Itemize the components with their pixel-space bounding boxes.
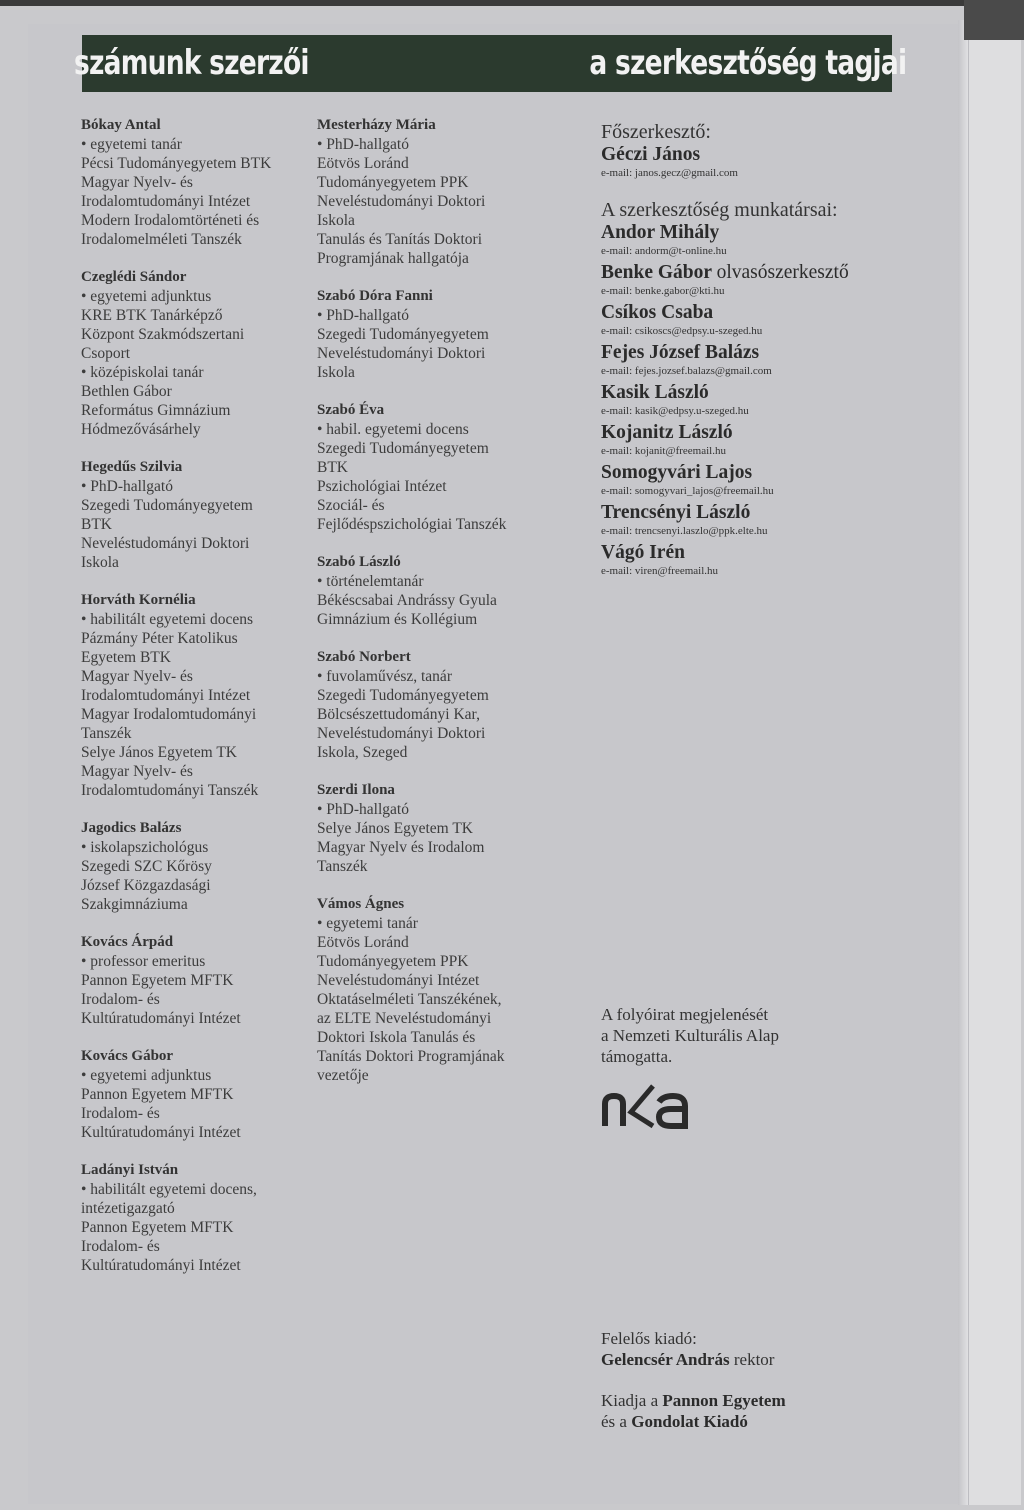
author-affiliation-line: Iskola (317, 364, 355, 381)
author-affiliation-line: • habilitált egyetemi docens, (81, 1181, 257, 1198)
binding-edge (968, 20, 1021, 1505)
issued-prefix: Kiadja a (601, 1391, 663, 1410)
editorial-board (601, 120, 931, 582)
staff-member (601, 422, 931, 444)
author-entry (81, 268, 309, 439)
author-affiliation-line: intézetigazgató (81, 1200, 175, 1217)
staff-email: e-mail: benke.gabor@kti.hu (601, 285, 725, 297)
author-affiliation-line: Tanszék (317, 858, 368, 875)
author-affiliation-line: Központ Szakmódszertani (81, 326, 245, 343)
author-entry (317, 781, 567, 876)
author-affiliation-line: Szociál- és (317, 497, 385, 514)
author-affiliation-line: • professor emeritus (81, 953, 206, 970)
author-affiliation-line: Bölcsészettudományi Kar, (317, 706, 480, 723)
support-line: a Nemzeti Kulturális Alap (601, 1026, 779, 1045)
author-affiliation-line: Irodalomtudományi Intézet (81, 193, 251, 210)
author-affiliation-line: Egyetem BTK (81, 649, 171, 666)
chief-editor-label: Főszerkesztő: (601, 121, 711, 143)
author-affiliation-line: Selye János Egyetem TK (317, 820, 473, 837)
author-name: Szabó László (317, 554, 401, 570)
nka-logo (601, 1082, 691, 1130)
author-affiliation-line: Pázmány Péter Katolikus (81, 630, 238, 647)
author-affiliation-line: Tanszék (81, 725, 132, 742)
author-name: Jagodics Balázs (81, 820, 182, 836)
author-affiliation-line: Irodalomtudományi Tanszék (81, 782, 259, 799)
staff-name: Andor Mihály (601, 222, 720, 243)
author-affiliation-line: Békéscsabai Andrássy Gyula (317, 592, 497, 609)
author-affiliation-line: Neveléstudományi Doktori (317, 345, 486, 362)
author-affiliation-line: Eötvös Loránd (317, 934, 409, 951)
author-affiliation-line: Neveléstudományi Doktori (317, 193, 486, 210)
issuer-publisher: Gondolat Kiadó (631, 1412, 748, 1431)
chief-editor-name: Géczi János (601, 144, 701, 165)
author-affiliation-line: Selye János Egyetem TK (81, 744, 237, 761)
scan-corner (964, 0, 1024, 40)
author-affiliation-line: Irodalom- és (81, 1105, 160, 1122)
nka-logo-k (631, 1086, 653, 1126)
support-line: támogatta. (601, 1047, 673, 1066)
issued-mid: és a (601, 1412, 632, 1431)
author-name: Horváth Kornélia (81, 592, 196, 608)
publisher-label: Felelős kiadó: (601, 1329, 697, 1348)
staff-member (601, 262, 931, 284)
staff-name: Csíkos Csaba (601, 302, 714, 323)
author-name: Hegedűs Szilvia (81, 459, 183, 475)
author-affiliation-line: Kultúratudományi Intézet (81, 1257, 241, 1274)
author-affiliation-line: Szegedi Tudományegyetem (317, 687, 489, 704)
author-entry (317, 895, 567, 1085)
author-affiliation-line: Szegedi Tudományegyetem (81, 497, 253, 514)
author-affiliation-line: • PhD-hallgató (317, 136, 409, 153)
author-entry (81, 1161, 309, 1275)
author-affiliation-line: Szegedi Tudományegyetem (317, 326, 489, 343)
author-affiliation-line: BTK (81, 516, 112, 533)
staff-member (601, 302, 931, 324)
author-affiliation-line: Tudományegyetem PPK (317, 174, 469, 191)
author-affiliation-line: Programjának hallgatója (317, 250, 469, 267)
author-entry (81, 458, 309, 572)
author-affiliation-line: Kultúratudományi Intézet (81, 1010, 241, 1027)
author-affiliation-line: Irodalomtudományi Intézet (81, 687, 251, 704)
author-affiliation-line: Magyar Nyelv és Irodalom (317, 839, 485, 856)
author-name: Mesterházy Mária (317, 117, 436, 133)
author-affiliation-line: Pannon Egyetem MFTK (81, 1219, 234, 1236)
staff-email: e-mail: somogyvari_lajos@freemail.hu (601, 485, 774, 497)
author-affiliation-line: Magyar Irodalomtudományi (81, 706, 257, 723)
staff-email: e-mail: kasik@edpsy.u-szeged.hu (601, 405, 749, 417)
staff-email: e-mail: viren@freemail.hu (601, 565, 719, 577)
author-affiliation-line: KRE BTK Tanárképző (81, 307, 223, 324)
header-title-editorial: a szerkesztőség tagjai (589, 43, 906, 83)
author-name: Vámos Ágnes (317, 896, 405, 912)
author-affiliation-line: • egyetemi adjunktus (81, 288, 212, 305)
authors-column-2 (317, 116, 567, 1104)
author-affiliation-line: Fejlődéspszichológiai Tanszék (317, 516, 507, 533)
staff-email: e-mail: trencsenyi.laszlo@ppk.elte.hu (601, 525, 768, 537)
author-affiliation-line: Modern Irodalomtörténeti és (81, 212, 260, 229)
author-affiliation-line: • habilitált egyetemi docens (81, 611, 253, 628)
author-affiliation-line: Tudományegyetem PPK (317, 953, 469, 970)
author-name: Szerdi Ilona (317, 782, 395, 798)
author-affiliation-line: • egyetemi tanár (317, 915, 418, 932)
author-affiliation-line: Doktori Iskola Tanulás és (317, 1029, 476, 1046)
author-affiliation-line: Pannon Egyetem MFTK (81, 972, 234, 989)
staff-member (601, 382, 931, 404)
author-affiliation-line: Neveléstudományi Intézet (317, 972, 480, 989)
author-entry (81, 116, 309, 249)
staff-name: Somogyvári Lajos (601, 462, 753, 483)
author-affiliation-line: Eötvös Loránd (317, 155, 409, 172)
nka-logo-a (659, 1096, 685, 1126)
scan-border-top (0, 0, 1024, 6)
issuer-university: Pannon Egyetem (662, 1391, 786, 1410)
staff-role: olvasószerkesztő (716, 262, 849, 283)
staff-member (601, 502, 931, 524)
author-affiliation-line: Neveléstudományi Doktori (81, 535, 250, 552)
author-name: Kovács Árpád (81, 934, 174, 950)
author-affiliation-line: Szakgimnáziuma (81, 896, 188, 913)
author-affiliation-line: • egyetemi adjunktus (81, 1067, 212, 1084)
staff-name: Benke Gábor (601, 262, 712, 283)
author-affiliation-line: • egyetemi tanár (81, 136, 182, 153)
author-affiliation-line: Református Gimnázium (81, 402, 231, 419)
author-affiliation-line: • PhD-hallgató (317, 307, 409, 324)
author-affiliation-line: Pszichológiai Intézet (317, 478, 447, 495)
author-affiliation-line: Iskola (81, 554, 119, 571)
staff-label: A szerkesztőség munkatársai: (601, 199, 838, 221)
author-entry (81, 591, 309, 800)
author-affiliation-line: Magyar Nyelv- és (81, 668, 193, 685)
author-affiliation-line: Oktatáselméleti Tanszékének, (317, 991, 502, 1008)
author-affiliation-line: Szegedi SZC Kőrösy (81, 858, 212, 875)
author-affiliation-line: Tanítás Doktori Programjának (317, 1048, 505, 1065)
staff-email: e-mail: fejes.jozsef.balazs@gmail.com (601, 365, 772, 377)
staff-email: e-mail: kojanit@freemail.hu (601, 445, 726, 457)
author-entry (81, 933, 309, 1028)
authors-column-1 (81, 116, 309, 1294)
author-affiliation-line: az ELTE Neveléstudományi (317, 1010, 492, 1027)
author-affiliation-line: Magyar Nyelv- és (81, 174, 193, 191)
staff-list (601, 222, 931, 578)
nka-logo-n (605, 1096, 623, 1126)
author-name: Ladányi István (81, 1162, 179, 1178)
author-name: Szabó Éva (317, 402, 385, 418)
author-affiliation-line: Neveléstudományi Doktori (317, 725, 486, 742)
author-affiliation-line: Irodalom- és (81, 991, 160, 1008)
staff-member (601, 342, 931, 364)
staff-name: Fejes József Balázs (601, 342, 760, 363)
author-affiliation-line: József Közgazdasági (81, 877, 211, 894)
author-affiliation-line: • fuvolaművész, tanár (317, 668, 452, 685)
author-affiliation-line: • habil. egyetemi docens (317, 421, 469, 438)
author-affiliation-line: • történelemtanár (317, 573, 424, 590)
author-affiliation-line: Pannon Egyetem MFTK (81, 1086, 234, 1103)
author-affiliation-line: • középiskolai tanár (81, 364, 204, 381)
staff-email: e-mail: csikoscs@edpsy.u-szeged.hu (601, 325, 763, 337)
author-affiliation-line: Irodalom- és (81, 1238, 160, 1255)
author-affiliation-line: Gimnázium és Kollégium (317, 611, 478, 628)
author-affiliation-line: Tanulás és Tanítás Doktori (317, 231, 482, 248)
publisher-title: rektor (729, 1350, 775, 1369)
header-bar (74, 35, 906, 92)
author-entry (317, 116, 567, 268)
author-affiliation-line: Kultúratudományi Intézet (81, 1124, 241, 1141)
author-affiliation-line: Irodalomelméleti Tanszék (81, 231, 242, 248)
author-name: Kovács Gábor (81, 1048, 174, 1064)
author-entry (81, 819, 309, 914)
author-name: Bókay Antal (81, 117, 161, 133)
author-affiliation-line: Pécsi Tudományegyetem BTK (81, 155, 272, 172)
header-title-authors: számunk szerzői (74, 43, 309, 83)
author-entry (317, 553, 567, 629)
author-name: Czeglédi Sándor (81, 269, 187, 285)
author-affiliation-line: • PhD-hallgató (317, 801, 409, 818)
author-affiliation-line: • PhD-hallgató (81, 478, 173, 495)
chief-editor-email: e-mail: janos.gecz@gmail.com (601, 167, 738, 179)
staff-name: Kojanitz László (601, 422, 733, 443)
author-entry (317, 287, 567, 382)
author-affiliation-line: Hódmezővásárhely (81, 421, 201, 438)
staff-member (601, 542, 931, 564)
author-affiliation-line: Iskola (317, 212, 355, 229)
staff-name: Trencsényi László (601, 502, 751, 523)
author-name: Szabó Norbert (317, 649, 411, 665)
author-affiliation-line: Szegedi Tudományegyetem (317, 440, 489, 457)
author-entry (81, 1047, 309, 1142)
staff-name: Kasik László (601, 382, 709, 403)
author-affiliation-line: Iskola, Szeged (317, 744, 408, 761)
staff-member (601, 222, 931, 244)
author-entry (317, 648, 567, 762)
support-line: A folyóirat megjelenését (601, 1005, 769, 1024)
author-affiliation-line: Csoport (81, 345, 131, 362)
support-note (601, 1004, 841, 1067)
author-entry (317, 401, 567, 534)
author-affiliation-line: Bethlen Gábor (81, 383, 172, 400)
publisher-name: Gelencsér András (601, 1350, 730, 1369)
author-affiliation-line: Magyar Nyelv- és (81, 763, 193, 780)
author-name: Szabó Dóra Fanni (317, 288, 433, 304)
author-affiliation-line: • iskolapszichológus (81, 839, 209, 856)
staff-email: e-mail: andorm@t-online.hu (601, 245, 727, 257)
staff-name: Vágó Irén (601, 542, 685, 563)
publisher-info (601, 1328, 931, 1432)
author-affiliation-line: BTK (317, 459, 348, 476)
author-affiliation-line: vezetője (317, 1067, 369, 1084)
staff-member (601, 462, 931, 484)
